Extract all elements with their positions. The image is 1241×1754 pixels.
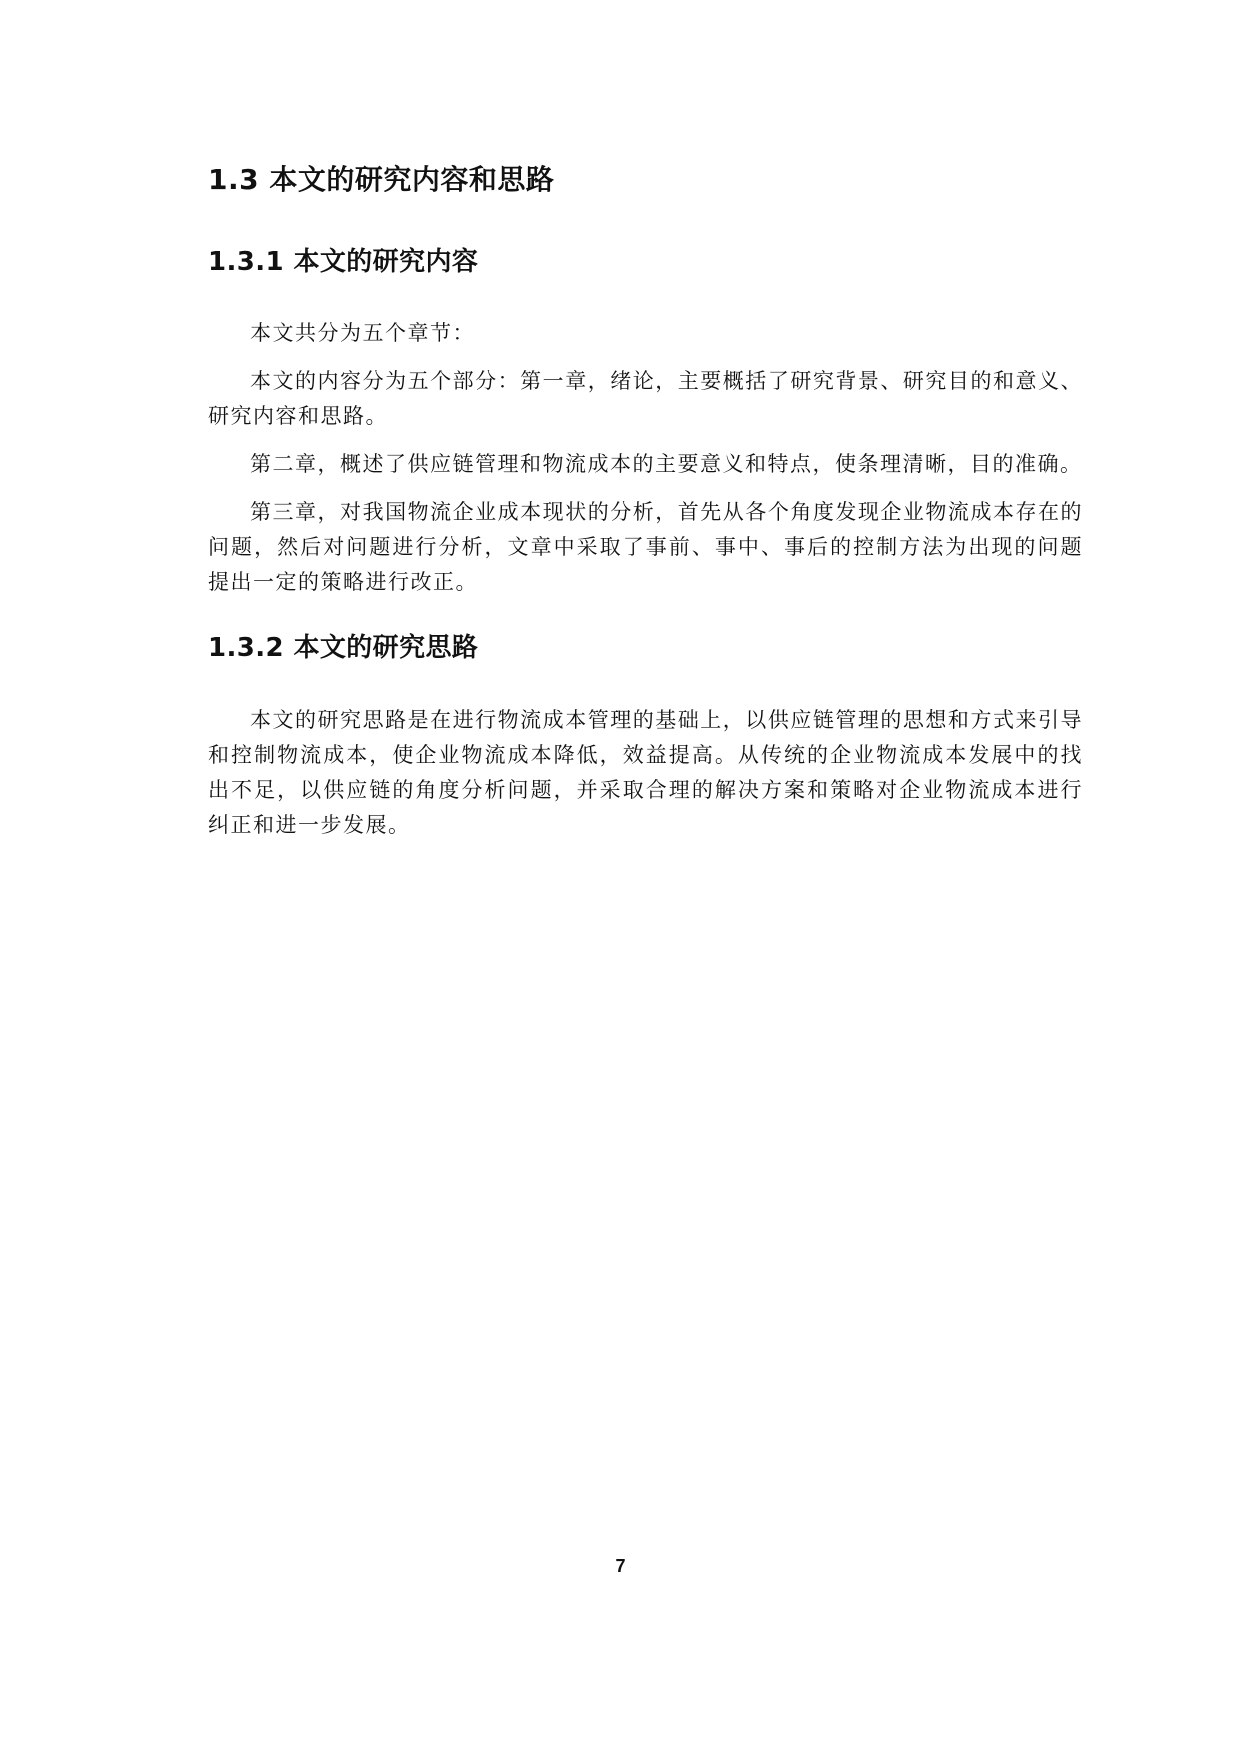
subsection-heading-research-content: 1.3.1 本文的研究内容 xyxy=(208,247,479,277)
section-heading: 1.3 本文的研究内容和思路 xyxy=(208,163,555,196)
paragraph: 本文的研究思路是在进行物流成本管理的基础上，以供应链管理的思想和方式来引导和控制物流成本，使企业物流成本降低，效益提高。从传统的企业物流成本发展中的找出不足，以供应链的角度分析问题，并采取合理的解决方案和策略对企业物流成本进行纠正和进一步发展。 xyxy=(208,708,1083,837)
paragraph: 本文共分为五个章节： xyxy=(250,321,475,345)
research-approach-body xyxy=(208,703,1083,843)
research-content-body xyxy=(208,316,1083,600)
page-content xyxy=(208,158,1083,843)
paragraph: 本文的内容分为五个部分：第一章，绪论，主要概括了研究背景、研究目的和意义、研究内容和思路。 xyxy=(208,369,1083,428)
paragraph: 第二章，概述了供应链管理和物流成本的主要意义和特点，使条理清晰，目的准确。 xyxy=(250,452,1083,476)
paragraph: 第三章，对我国物流企业成本现状的分析，首先从各个角度发现企业物流成本存在的问题，然后对问题进行分析，文章中采取了事前、事中、事后的控制方法为出现的问题提出一定的策略进行改正。 xyxy=(208,500,1083,594)
subsection-heading-research-approach: 1.3.2 本文的研究思路 xyxy=(208,633,479,663)
page-number: 7 xyxy=(615,1556,626,1576)
